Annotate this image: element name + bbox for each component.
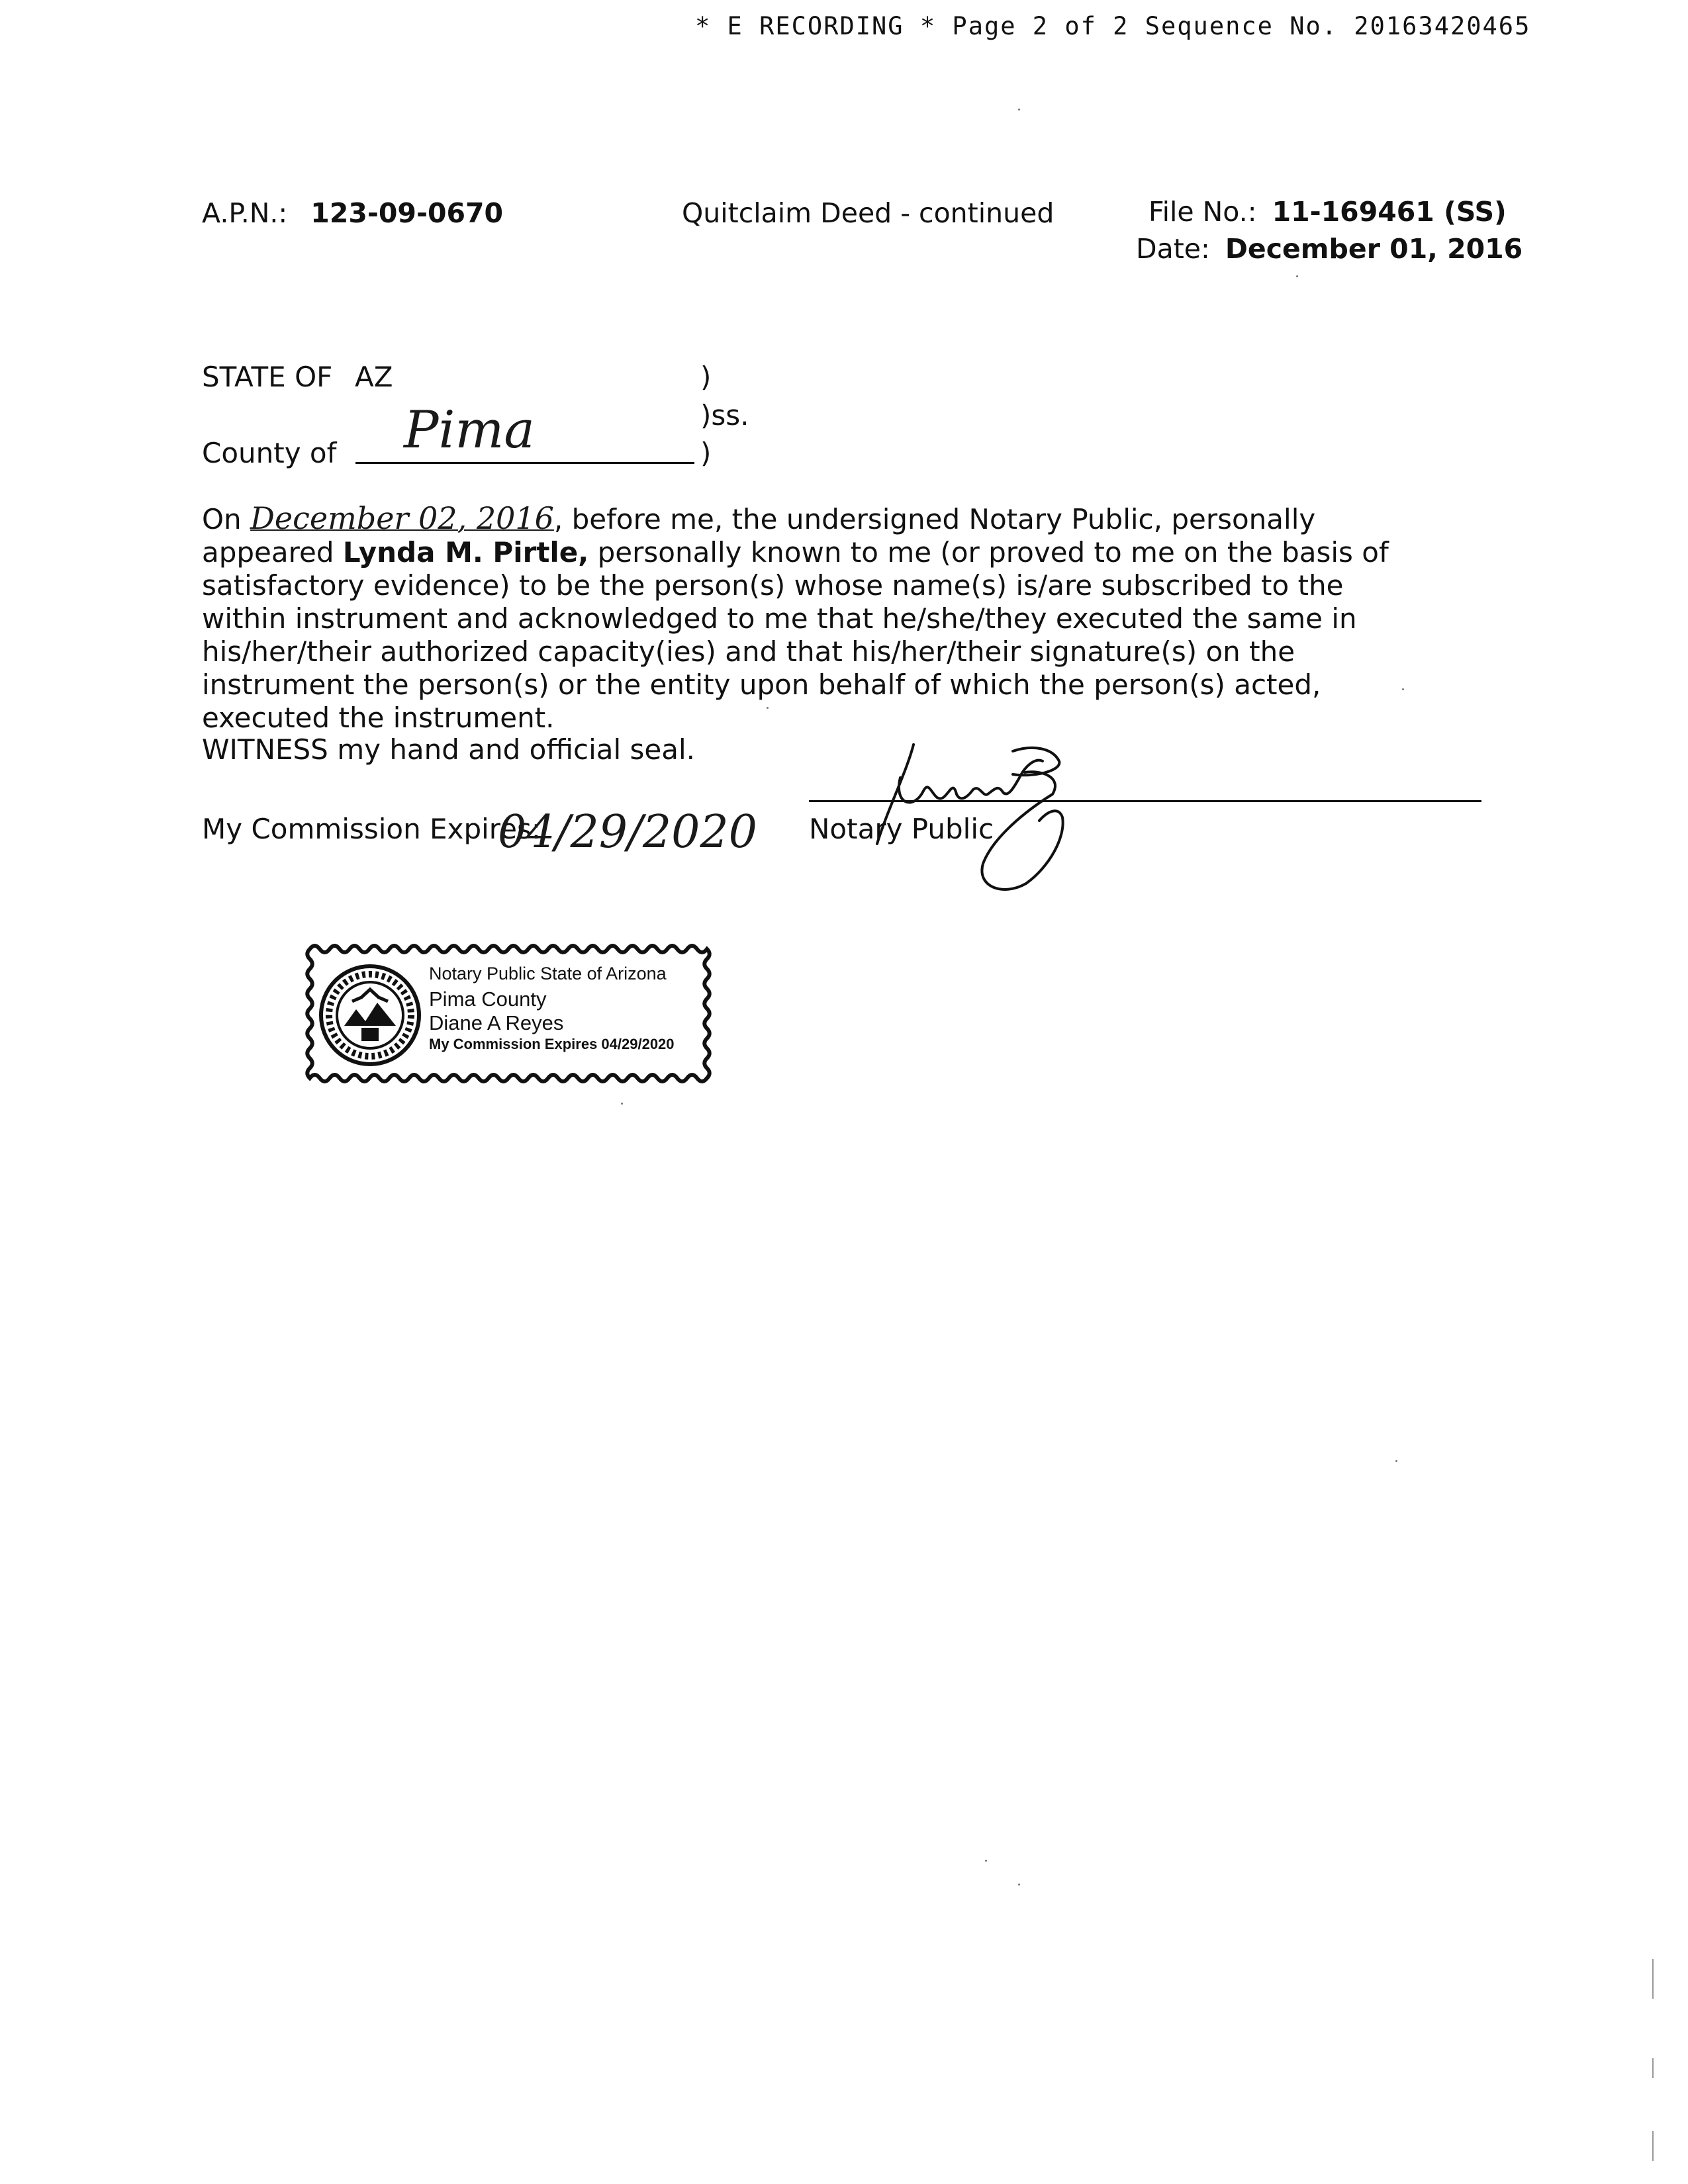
county-label: County of xyxy=(202,437,337,469)
date-label: Date: xyxy=(1136,233,1210,265)
county-handwritten: Pima xyxy=(404,400,535,460)
scan-margin-mark xyxy=(1652,2131,1654,2161)
date-value: December 01, 2016 xyxy=(1225,233,1523,265)
apn-value: 123-09-0670 xyxy=(310,197,504,229)
state-value: AZ xyxy=(355,361,393,393)
ack-date-handwritten: December 02, 2016 xyxy=(250,500,554,536)
apn-row xyxy=(202,197,503,229)
ack-text-after-name: personally known to me (or proved to me on the basis of satisfactory evidence) to be the person(s) whose name(s) is/are subscribed to the within instrument and acknowledged to me that he/she/they executed the same in his/her/their authorized capacity(ies) and that his/her/their signature(s) on the instrument the person(s) or the entity upon behalf of which the person(s) acted, executed the instrument. xyxy=(202,536,1389,734)
scan-speck xyxy=(1296,275,1298,277)
scan-speck xyxy=(1395,1460,1397,1462)
file-number-row xyxy=(1149,196,1507,228)
file-value: 11-169461 (SS) xyxy=(1272,196,1507,228)
ack-on-label: On xyxy=(202,503,242,535)
notary-public-label: Notary Public xyxy=(809,813,994,845)
scan-speck xyxy=(1018,109,1020,111)
scan-speck xyxy=(1402,688,1404,690)
recording-header: * E RECORDING * Page 2 of 2 Sequence No. 20163420465 xyxy=(695,12,1531,40)
ack-person-name: Lynda M. Pirtle, xyxy=(342,536,589,569)
document-title: Quitclaim Deed - continued xyxy=(682,197,1055,229)
commission-label: My Commission Expires: xyxy=(202,813,541,845)
acknowledgment-paragraph xyxy=(202,502,1427,735)
scan-margin-mark xyxy=(1652,2058,1654,2078)
witness-text: WITNESS my hand and official seal. xyxy=(202,733,695,766)
arizona-state-seal-icon xyxy=(318,963,422,1068)
stamp-line-1: Notary Public State of Arizona xyxy=(429,964,667,983)
county-underline xyxy=(355,462,694,464)
stamp-line-4: My Commission Expires 04/29/2020 xyxy=(429,1036,675,1052)
venue-paren-ss: )ss. xyxy=(700,399,749,432)
stamp-line-3: Diane A Reyes xyxy=(429,1011,564,1034)
venue-paren-bottom: ) xyxy=(700,437,712,469)
scan-speck xyxy=(985,1860,987,1862)
scan-speck xyxy=(767,707,769,709)
scan-speck xyxy=(621,1103,623,1105)
file-label: File No.: xyxy=(1149,196,1257,228)
apn-label: A.P.N.: xyxy=(202,197,288,229)
ack-text-before-name: , before me, the undersigned Notary Public, personally appeared xyxy=(202,503,1316,569)
venue-paren-top: ) xyxy=(700,361,712,393)
state-label: STATE OF xyxy=(202,361,333,393)
stamp-line-2: Pima County xyxy=(429,987,547,1011)
scan-speck xyxy=(1018,1884,1020,1886)
scan-margin-mark xyxy=(1652,1959,1654,1999)
date-row xyxy=(1136,233,1523,265)
commission-date-handwritten: 04/29/2020 xyxy=(498,806,757,858)
notary-signature xyxy=(814,731,1185,910)
